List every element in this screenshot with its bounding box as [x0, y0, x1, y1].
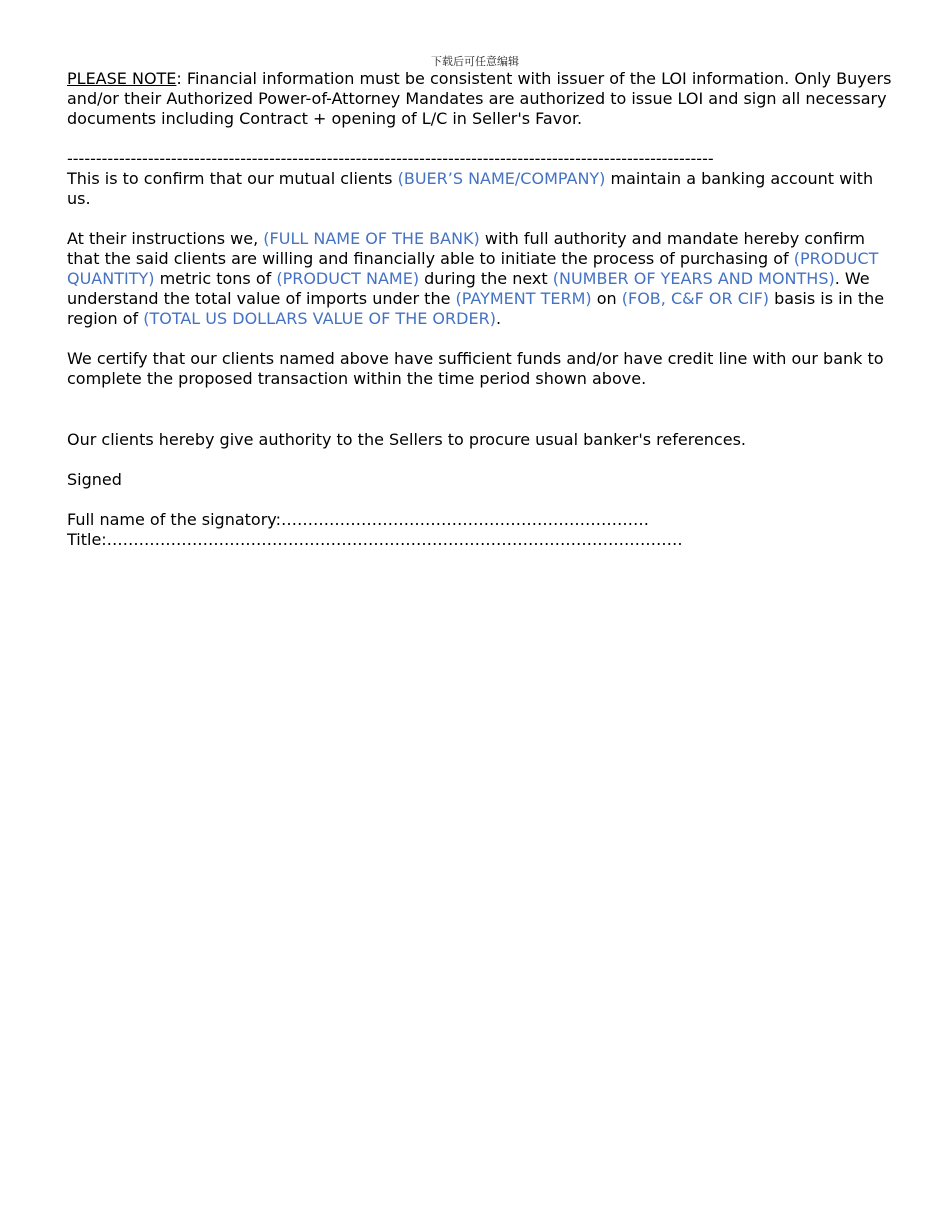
spacer	[67, 329, 897, 349]
product-quantity-placeholder: (PRODUCT QUANTITY)	[67, 249, 879, 288]
signatory-title-line: Title:………………………………………………………………………………………………	[67, 530, 683, 549]
notice-text: : Financial information must be consistent with issuer of the LOI information. Only Buyers and/or their Authorized Power-of-Attorney Mandates are authorized to issue LOI and sign all necessary documents including Contract + opening of L/C in Seller's Favor.	[67, 69, 892, 128]
instructions-text-8: .	[495, 309, 502, 328]
buyer-name-placeholder: (BUER’S NAME/COMPANY)	[397, 169, 606, 188]
notice-label: PLEASE NOTE	[67, 69, 177, 88]
instructions-text-3: metric tons of	[154, 269, 277, 288]
instructions-text-5: . We understand the total value of imports under the	[67, 269, 870, 308]
instructions-paragraph	[67, 229, 897, 329]
period-placeholder: (NUMBER OF YEARS AND MONTHS)	[552, 269, 835, 288]
instructions-text-7: basis is in the region of	[67, 289, 885, 328]
instructions-text-4: during the next	[419, 269, 553, 288]
incoterm-placeholder: (FOB, C&F OR CIF)	[621, 289, 770, 308]
instructions-text-6: on	[591, 289, 622, 308]
divider-line: ----------------------------------------------------------------------------------------------------------------	[67, 149, 714, 168]
spacer	[67, 209, 897, 229]
signatory-name-line: Full name of the signatory:……………………………………………………………	[67, 510, 649, 529]
authority-paragraph: Our clients hereby give authority to the Sellers to procure usual banker's references.	[67, 430, 746, 449]
signed-label: Signed	[67, 470, 122, 489]
spacer	[67, 389, 897, 430]
instructions-text-1: At their instructions we,	[67, 229, 264, 248]
confirm-text-2: maintain a banking account with us.	[67, 169, 874, 208]
product-name-placeholder: (PRODUCT NAME)	[276, 269, 420, 288]
spacer	[67, 490, 897, 510]
spacer	[67, 129, 897, 149]
confirm-text-1: This is to confirm that our mutual clients	[67, 169, 398, 188]
spacer	[67, 450, 897, 470]
confirm-paragraph	[67, 169, 897, 209]
page-header-note: 下载后可任意编辑	[431, 55, 519, 68]
notice-paragraph	[67, 69, 897, 129]
document-body	[67, 69, 897, 550]
bank-name-placeholder: (FULL NAME OF THE BANK)	[263, 229, 480, 248]
certify-paragraph: We certify that our clients named above have sufficient funds and/or have credit line with our bank to complete the proposed transaction within the time period shown above.	[67, 349, 884, 388]
total-value-placeholder: (TOTAL US DOLLARS VALUE OF THE ORDER)	[143, 309, 496, 328]
payment-term-placeholder: (PAYMENT TERM)	[455, 289, 592, 308]
instructions-text-2: with full authority and mandate hereby confirm that the said clients are willing and financially able to initiate the process of purchasing of	[67, 229, 865, 268]
